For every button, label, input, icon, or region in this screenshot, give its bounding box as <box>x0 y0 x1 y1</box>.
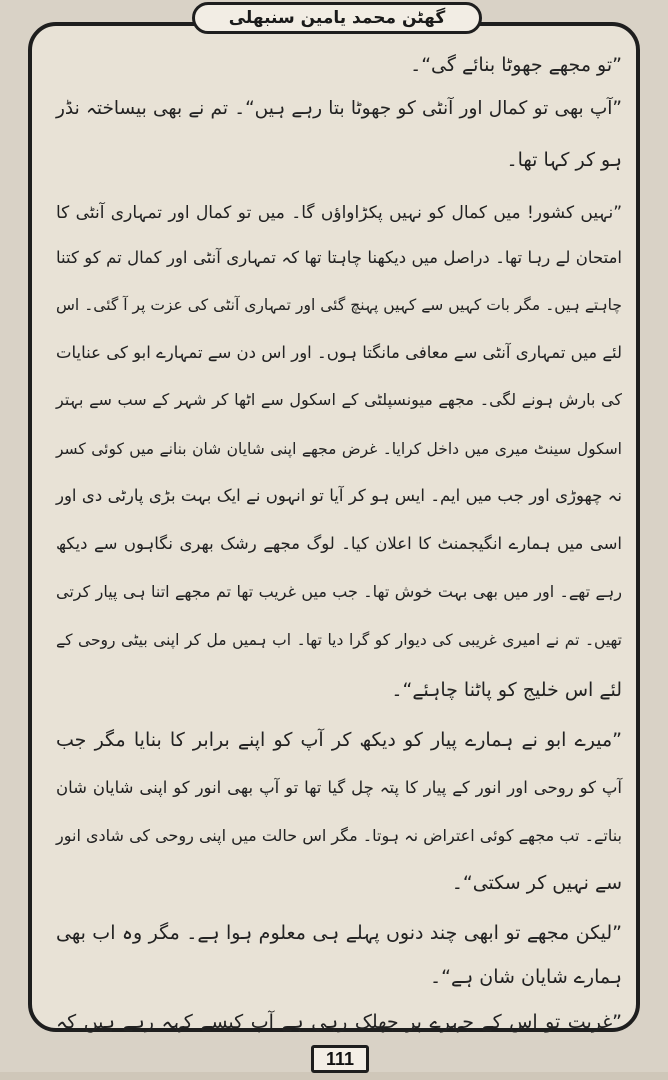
text-line-10: نہ چھوڑی اور جب میں ایم۔ ایس ہو کر آیا تو انہوں نے ایک بہت بڑی پارٹی دی اور <box>56 486 622 505</box>
page-number: 111 <box>325 1048 355 1069</box>
text-line-11: اسی میں ہمارے انگیجمنٹ کا اعلان کیا۔ لوگ مجھے رشک بھری نگاہوں سے دیکھ <box>56 534 622 553</box>
text-line-3: ہو کر کہا تھا۔ <box>506 149 622 171</box>
page-number-box <box>311 1045 369 1073</box>
header-title: گھٹن محمد یامین سنبھلی <box>228 8 446 28</box>
text-line-7: لئے میں تمہاری آنٹی سے معافی مانگتا ہوں۔ اور اس دن سے تمہارے ابو کی عنایات <box>56 343 622 362</box>
text-line-20: ہمارے شایان شان ہے“۔ <box>430 966 622 988</box>
text-line-9: اسکول سینٹ میری میں داخل کرایا۔ غرض مجھے اپنی شایان شان بنانے میں کوئی کسر <box>56 440 622 458</box>
text-line-15: ”میرے ابو نے ہمارے پیار کو دیکھ کر آپ کو اپنے برابر کا بنایا مگر جب <box>56 729 622 751</box>
text-line-2: ”آپ بھی تو کمال اور آنٹی کو جھوٹا بتا رہے ہیں“۔ تم نے بھی بیساختہ نڈر <box>56 98 622 119</box>
running-header <box>192 2 482 34</box>
text-line-4: ”نہیں کشور! میں کمال کو نہیں پکڑاواؤں گا۔ میں تو کمال اور تمہاری آنٹی کا <box>56 203 622 223</box>
text-line-8: کی بارش ہونے لگی۔ مجھے میونسپلٹی کے اسکول سے اٹھا کر شہر کے سب سے بہتر <box>56 390 622 409</box>
text-line-6: چاہتے ہیں۔ مگر بات کہیں سے کہیں پہنچ گئی اور تمہاری آنٹی کی عزت پر آ گئی۔ اس <box>56 296 622 314</box>
text-line-19: ”لیکن مجھے تو ابھی چند دنوں پہلے ہی معلوم ہوا ہے۔ مگر وہ اب بھی <box>56 922 622 944</box>
text-line-14: لئے اس خلیج کو پاٹنا چاہئے“۔ <box>391 679 622 701</box>
text-line-16: آپ کو روحی اور انور کے پیار کا پتہ چل گیا تھا تو آپ بھی انور کو اپنی شایان شان <box>56 778 622 797</box>
text-line-21: ”غربت تو اس کے چہرے پر جھلک رہی ہے آپ کیسے کہہ رہے ہیں کہ <box>56 1011 622 1033</box>
text-line-18: سے نہیں کر سکتی“۔ <box>451 872 622 894</box>
text-line-12: رہے تھے۔ اور میں بھی بہت خوش تھا۔ جب میں غریب تھا تم مجھے اتنا ہی پیار کرتی <box>56 582 622 601</box>
scan-edge <box>0 1072 668 1080</box>
text-line-13: تھیں۔ تم نے امیری غریبی کی دیوار کو گرا دیا تھا۔ اب ہمیں مل کر اپنی بیٹی روحی کے <box>56 631 622 649</box>
text-line-5: امتحان لے رہا تھا۔ دراصل میں دیکھنا چاہتا تھا کہ تمہاری آنٹی اور کمال تم کو کتنا <box>56 248 622 267</box>
text-line-1: ”تو مجھے جھوٹا بنائے گی“۔ <box>410 54 622 76</box>
text-line-17: بناتے۔ تب مجھے کوئی اعتراض نہ ہوتا۔ مگر اس حالت میں اپنی روحی کی شادی انور <box>56 826 622 845</box>
body-text <box>36 50 632 1033</box>
